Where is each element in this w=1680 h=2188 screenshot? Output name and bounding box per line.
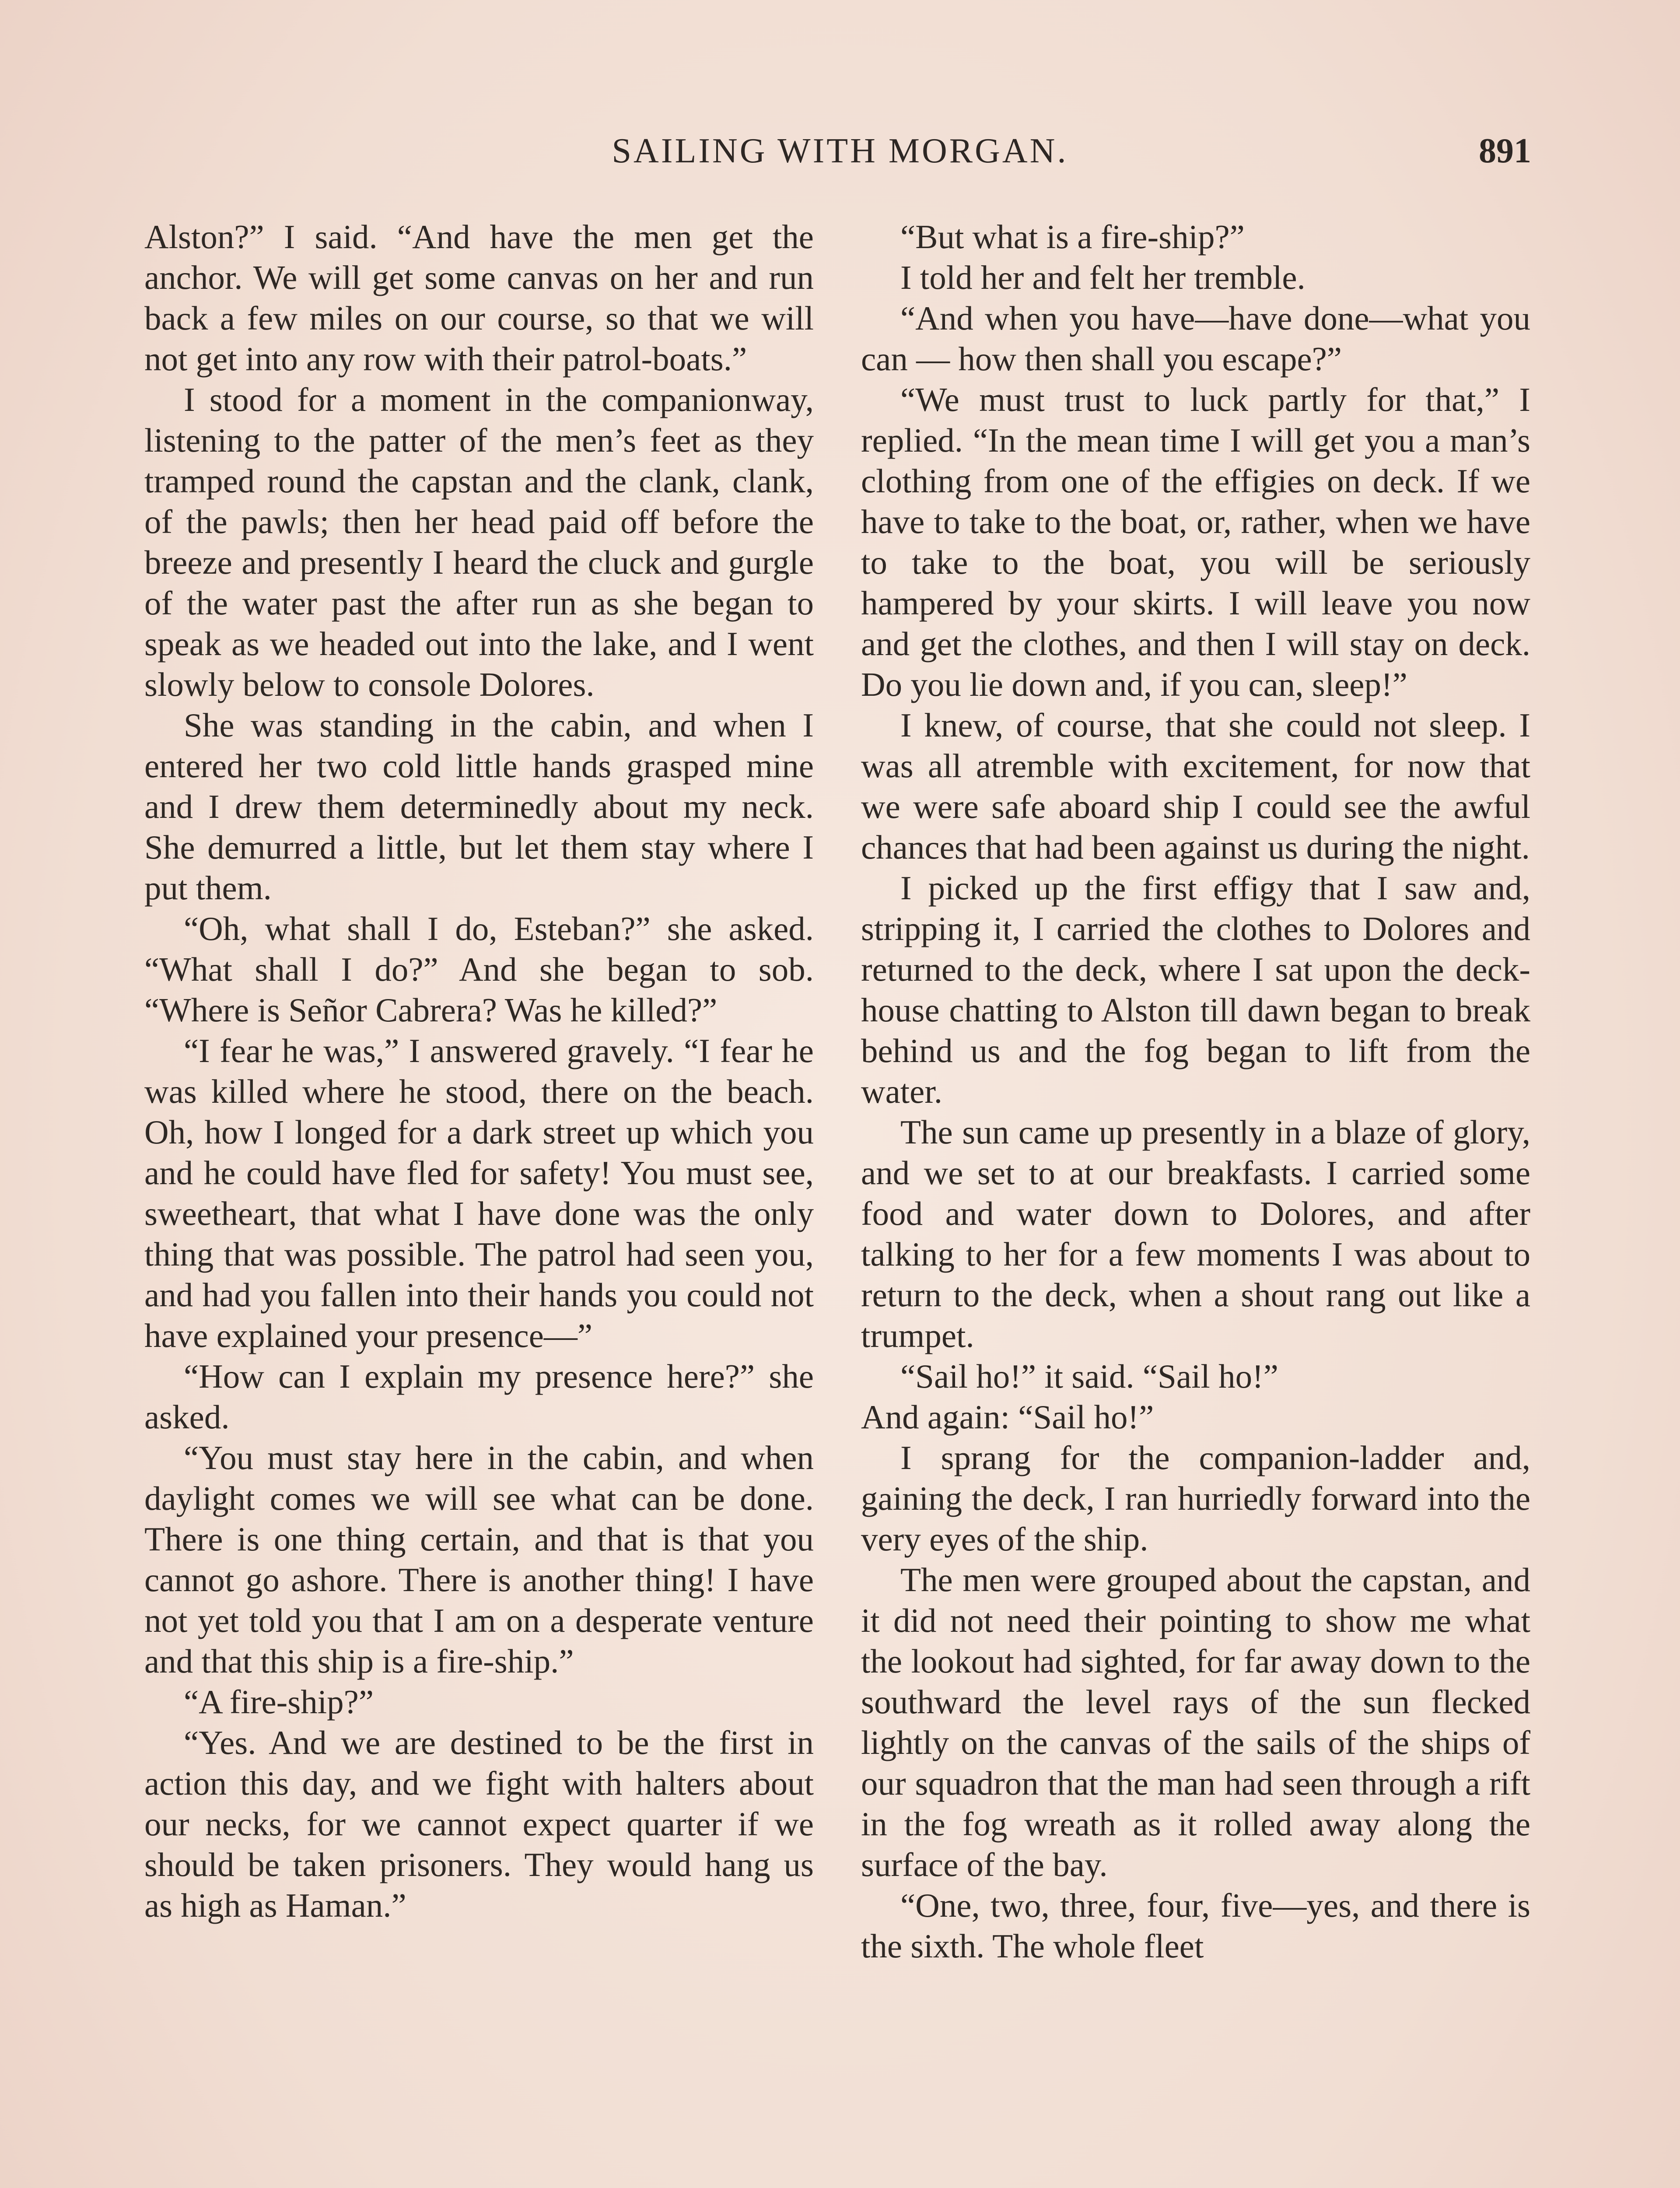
paragraph: I picked up the first effigy that I saw and, stripping it, I carried the clothes to Dolores and returned to the deck, where I sat upon the deck-house chatting to Alston till dawn began to break behind us and the fog began to lift from the water. xyxy=(861,869,1530,1110)
paragraph: “But what is a fire-ship?” xyxy=(900,218,1245,256)
paragraph: She was standing in the cabin, and when I entered her two cold little hands grasped mine and I drew them determinedly about my neck. She demurred a little, but let them stay where I put them. xyxy=(144,706,814,907)
paragraph: I told her and felt her tremble. xyxy=(900,259,1306,296)
paragraph: And again: “Sail ho!” xyxy=(861,1398,1154,1436)
paragraph: “How can I explain my presence here?” she asked. xyxy=(144,1357,814,1436)
paragraph: “Oh, what shall I do, Esteban?” she asked. “What shall I do?” And she began to sob. “Where is Señor Cabrera? Was he killed?” xyxy=(144,910,814,1029)
paragraph: “A fire-ship?” xyxy=(184,1683,374,1721)
paragraph: “One, two, three, four, five—yes, and there is the sixth. The whole fleet xyxy=(861,1886,1530,1965)
paragraph: “And when you have—have done—what you can — how then shall you escape?” xyxy=(861,299,1530,378)
paragraph: Alston?” I said. “And have the men get the anchor. We will get some canvas on her and run back a few miles on our course, so that we will not get into any row with their patrol-boats.” xyxy=(144,218,814,378)
paragraph: I stood for a moment in the companionway, listening to the patter of the men’s feet as they tramped round the capstan and the clank, clank, of the pawls; then her head paid off before the breeze and presently I heard the cluck and gurgle of the water past the after run as she began to speak as we headed out into the lake, and I went slowly below to console Dolores. xyxy=(144,381,814,703)
paragraph: I knew, of course, that she could not sleep. I was all atremble with excitement, for now that we were safe aboard ship I could see the awful chances that had been against us during the night. xyxy=(861,706,1530,866)
paragraph: The men were grouped about the capstan, and it did not need their pointing to show me what the lookout had sighted, for far away down to the southward the level rays of the sun flecked lightly on the canvas of the sails of the ships of our squadron that the man had seen through a rift in the fog wreath as it rolled away along the surface of the bay. xyxy=(861,1561,1530,1883)
right-column xyxy=(861,217,1530,1967)
paragraph: “We must trust to luck partly for that,” I replied. “In the mean time I will get you a man’s clothing from one of the effigies on deck. If we have to take to the boat, or, rather, when we have to take to the boat, you will be seriously hampered by your skirts. I will leave you now and get the clothes, and then I will stay on deck. Do you lie down and, if you can, sleep!” xyxy=(861,381,1530,703)
paragraph: “I fear he was,” I answered gravely. “I fear he was killed where he stood, there on the beach. Oh, how I longed for a dark street up which you and he could have fled for safety! You must see, sweetheart, that what I have done was the only thing that was possible. The patrol had seen you, and had you fallen into their hands you could not have explained your presence—” xyxy=(144,1032,814,1354)
paragraph: The sun came up presently in a blaze of glory, and we set to at our breakfasts. I carried some food and water down to Dolores, and after talking to her for a few moments I was about to return to the deck, when a shout rang out like a trumpet. xyxy=(861,1113,1530,1354)
paragraph: “Yes. And we are destined to be the first in action this day, and we fight with halters about our necks, for we cannot expect quarter if we should be taken prisoners. They would hang us as high as Haman.” xyxy=(144,1724,814,1924)
page-number: 891 xyxy=(1479,132,1531,170)
paragraph: “You must stay here in the cabin, and when daylight comes we will see what can be done. There is one thing certain, and that is that you cannot go ashore. There is another thing! I have not yet told you that I am on a desperate venture and that this ship is a fire-ship.” xyxy=(144,1439,814,1680)
left-column xyxy=(144,217,814,1926)
paragraph: I sprang for the companion-ladder and, gaining the deck, I ran hurriedly forward into the very eyes of the ship. xyxy=(861,1439,1530,1558)
paragraph: “Sail ho!” it said. “Sail ho!” xyxy=(900,1357,1278,1395)
running-title: SAILING WITH MORGAN. xyxy=(612,132,1068,170)
